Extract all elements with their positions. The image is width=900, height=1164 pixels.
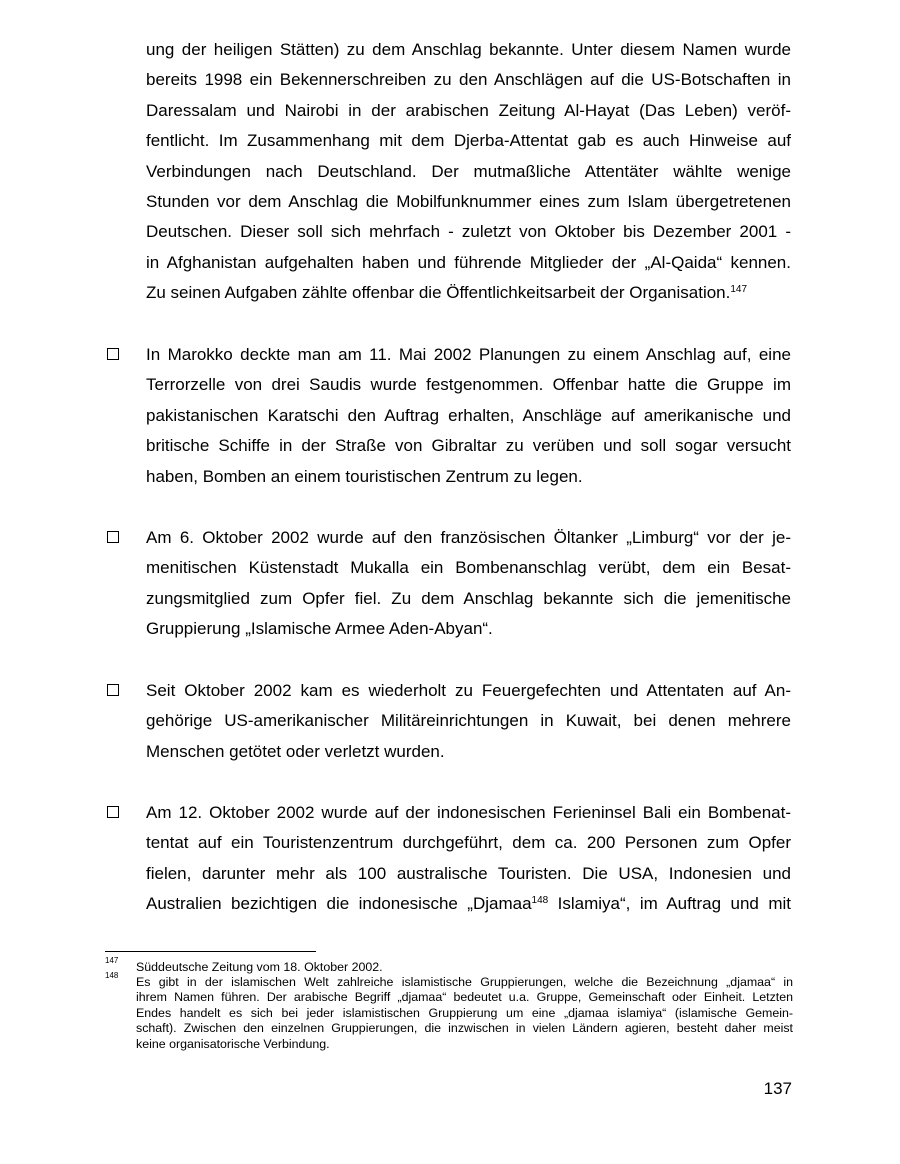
checkbox-bullet-icon xyxy=(107,531,119,543)
text-line: Stunden vor dem Anschlag die Mobilfunknummer eines zum Islam übergetretenen xyxy=(146,192,791,212)
checkbox-bullet-icon xyxy=(107,348,119,360)
footnote-147 xyxy=(105,956,793,975)
footnote-line: ihrem Namen führen. Der arabische Begriff „djamaa“ bedeutet u.a. Gruppe, Gemeinschaft oder Einheit. Letzten xyxy=(136,990,793,1005)
footnote-line: schaft). Zwischen den einzelnen Gruppierungen, die inzwischen in vielen Ländern agieren, besteht daher meist xyxy=(136,1021,793,1036)
text-line: Terrorzelle von drei Saudis wurde festgenommen. Offenbar hatte die Gruppe im xyxy=(146,375,791,395)
text-line: Am 12. Oktober 2002 wurde auf der indonesischen Ferieninsel Bali ein Bombenat- xyxy=(146,803,791,822)
footnote-text xyxy=(136,960,793,975)
text-line: Am 6. Oktober 2002 wurde auf den französischen Öltanker „Limburg“ vor der je- xyxy=(146,528,791,547)
footnote-line: keine organisatorische Verbindung. xyxy=(136,1036,330,1051)
text-line: Verbindungen nach Deutschland. Der mutmaßliche Attentäter wählte wenige xyxy=(146,161,791,181)
text-line: Gruppierung „Islamische Armee Aden-Abyan“. xyxy=(146,619,493,639)
text-line: bereits 1998 ein Bekennerschreiben zu den Anschlägen auf die US-Botschaften in xyxy=(146,70,791,90)
text-line: pakistanischen Karatschi den Auftrag erhalten, Anschläge auf amerikanische und xyxy=(146,405,791,425)
checkbox-bullet-icon xyxy=(107,684,119,696)
text-line: menitischen Küstenstadt Mukalla ein Bombenanschlag verübt, dem ein Besat- xyxy=(146,558,791,578)
footnote-number: 147 xyxy=(105,956,119,965)
text-line xyxy=(146,889,791,919)
bullet-paragraph-kuwait xyxy=(146,676,791,767)
footnote-ref-148[interactable]: 148 xyxy=(531,895,549,907)
checkbox-bullet-icon xyxy=(107,806,119,818)
text-line-content: Australien bezichtigen die indonesische „Djamaa xyxy=(146,894,532,914)
footnote-148 xyxy=(105,971,793,1052)
footnote-line: Endes handelt es sich bei jeder islamistischen Gruppierung um eine „djamaa islamiya“ (islamische Gemein- xyxy=(136,1005,793,1020)
footnote-line: Es gibt in der islamischen Welt zahlreiche islamistische Gruppierungen, welche die Bezeichnung „djamaa“ in xyxy=(136,975,793,989)
footnote-separator xyxy=(105,951,316,952)
body-paragraph-1 xyxy=(146,35,791,309)
text-line: Daressalam und Nairobi in der arabischen Zeitung Al-Hayat (Das Leben) veröf- xyxy=(146,100,791,120)
text-line: Seit Oktober 2002 kam es wiederholt zu Feuergefechten und Attentaten auf An- xyxy=(146,681,791,700)
text-line: Menschen getötet oder verletzt wurden. xyxy=(146,741,445,761)
text-line-content: Islamiya“, im Auftrag und mit xyxy=(548,894,791,914)
text-line: tentat auf ein Touristenzentrum durchgeführt, dem ca. 200 Personen zum Opfer xyxy=(146,833,791,853)
bullet-paragraph-bali xyxy=(146,798,791,920)
text-line xyxy=(146,278,791,308)
text-line: zungsmitglied zum Opfer fiel. Zu dem Anschlag bekannte sich die jemenitische xyxy=(146,588,791,608)
footnote-line: Süddeutsche Zeitung vom 18. Oktober 2002. xyxy=(136,960,383,974)
text-line: fentlicht. Im Zusammenhang mit dem Djerba-Attentat gab es auch Hinweise auf xyxy=(146,131,791,151)
footnote-text xyxy=(136,975,793,1052)
text-line: britische Schiffe in der Straße von Gibraltar zu verüben und soll sogar versucht xyxy=(146,436,791,456)
bullet-paragraph-limburg xyxy=(146,523,791,645)
text-line: in Afghanistan aufgehalten haben und führende Mitglieder der „Al-Qaida“ kennen. xyxy=(146,252,791,272)
footnote-number: 148 xyxy=(105,971,119,980)
text-line-content: Zu seinen Aufgaben zählte offenbar die Öffentlichkeitsarbeit der Organisation. xyxy=(146,283,731,303)
page-number: 137 xyxy=(763,1079,792,1098)
text-line: ung der heiligen Stätten) zu dem Anschlag bekannte. Unter diesem Namen wurde xyxy=(146,40,791,59)
text-line: Deutschen. Dieser soll sich mehrfach - zuletzt von Oktober bis Dezember 2001 - xyxy=(146,222,791,242)
bullet-paragraph-marokko xyxy=(146,340,791,492)
text-line: fielen, darunter mehr als 100 australische Touristen. Die USA, Indonesien und xyxy=(146,863,791,883)
footnote-ref-147[interactable]: 147 xyxy=(730,284,748,296)
text-line: In Marokko deckte man am 11. Mai 2002 Planungen zu einem Anschlag auf, eine xyxy=(146,345,791,364)
text-line: haben, Bomben an einem touristischen Zentrum zu legen. xyxy=(146,466,583,486)
text-line: gehörige US-amerikanischer Militäreinrichtungen in Kuwait, bei denen mehrere xyxy=(146,711,791,731)
